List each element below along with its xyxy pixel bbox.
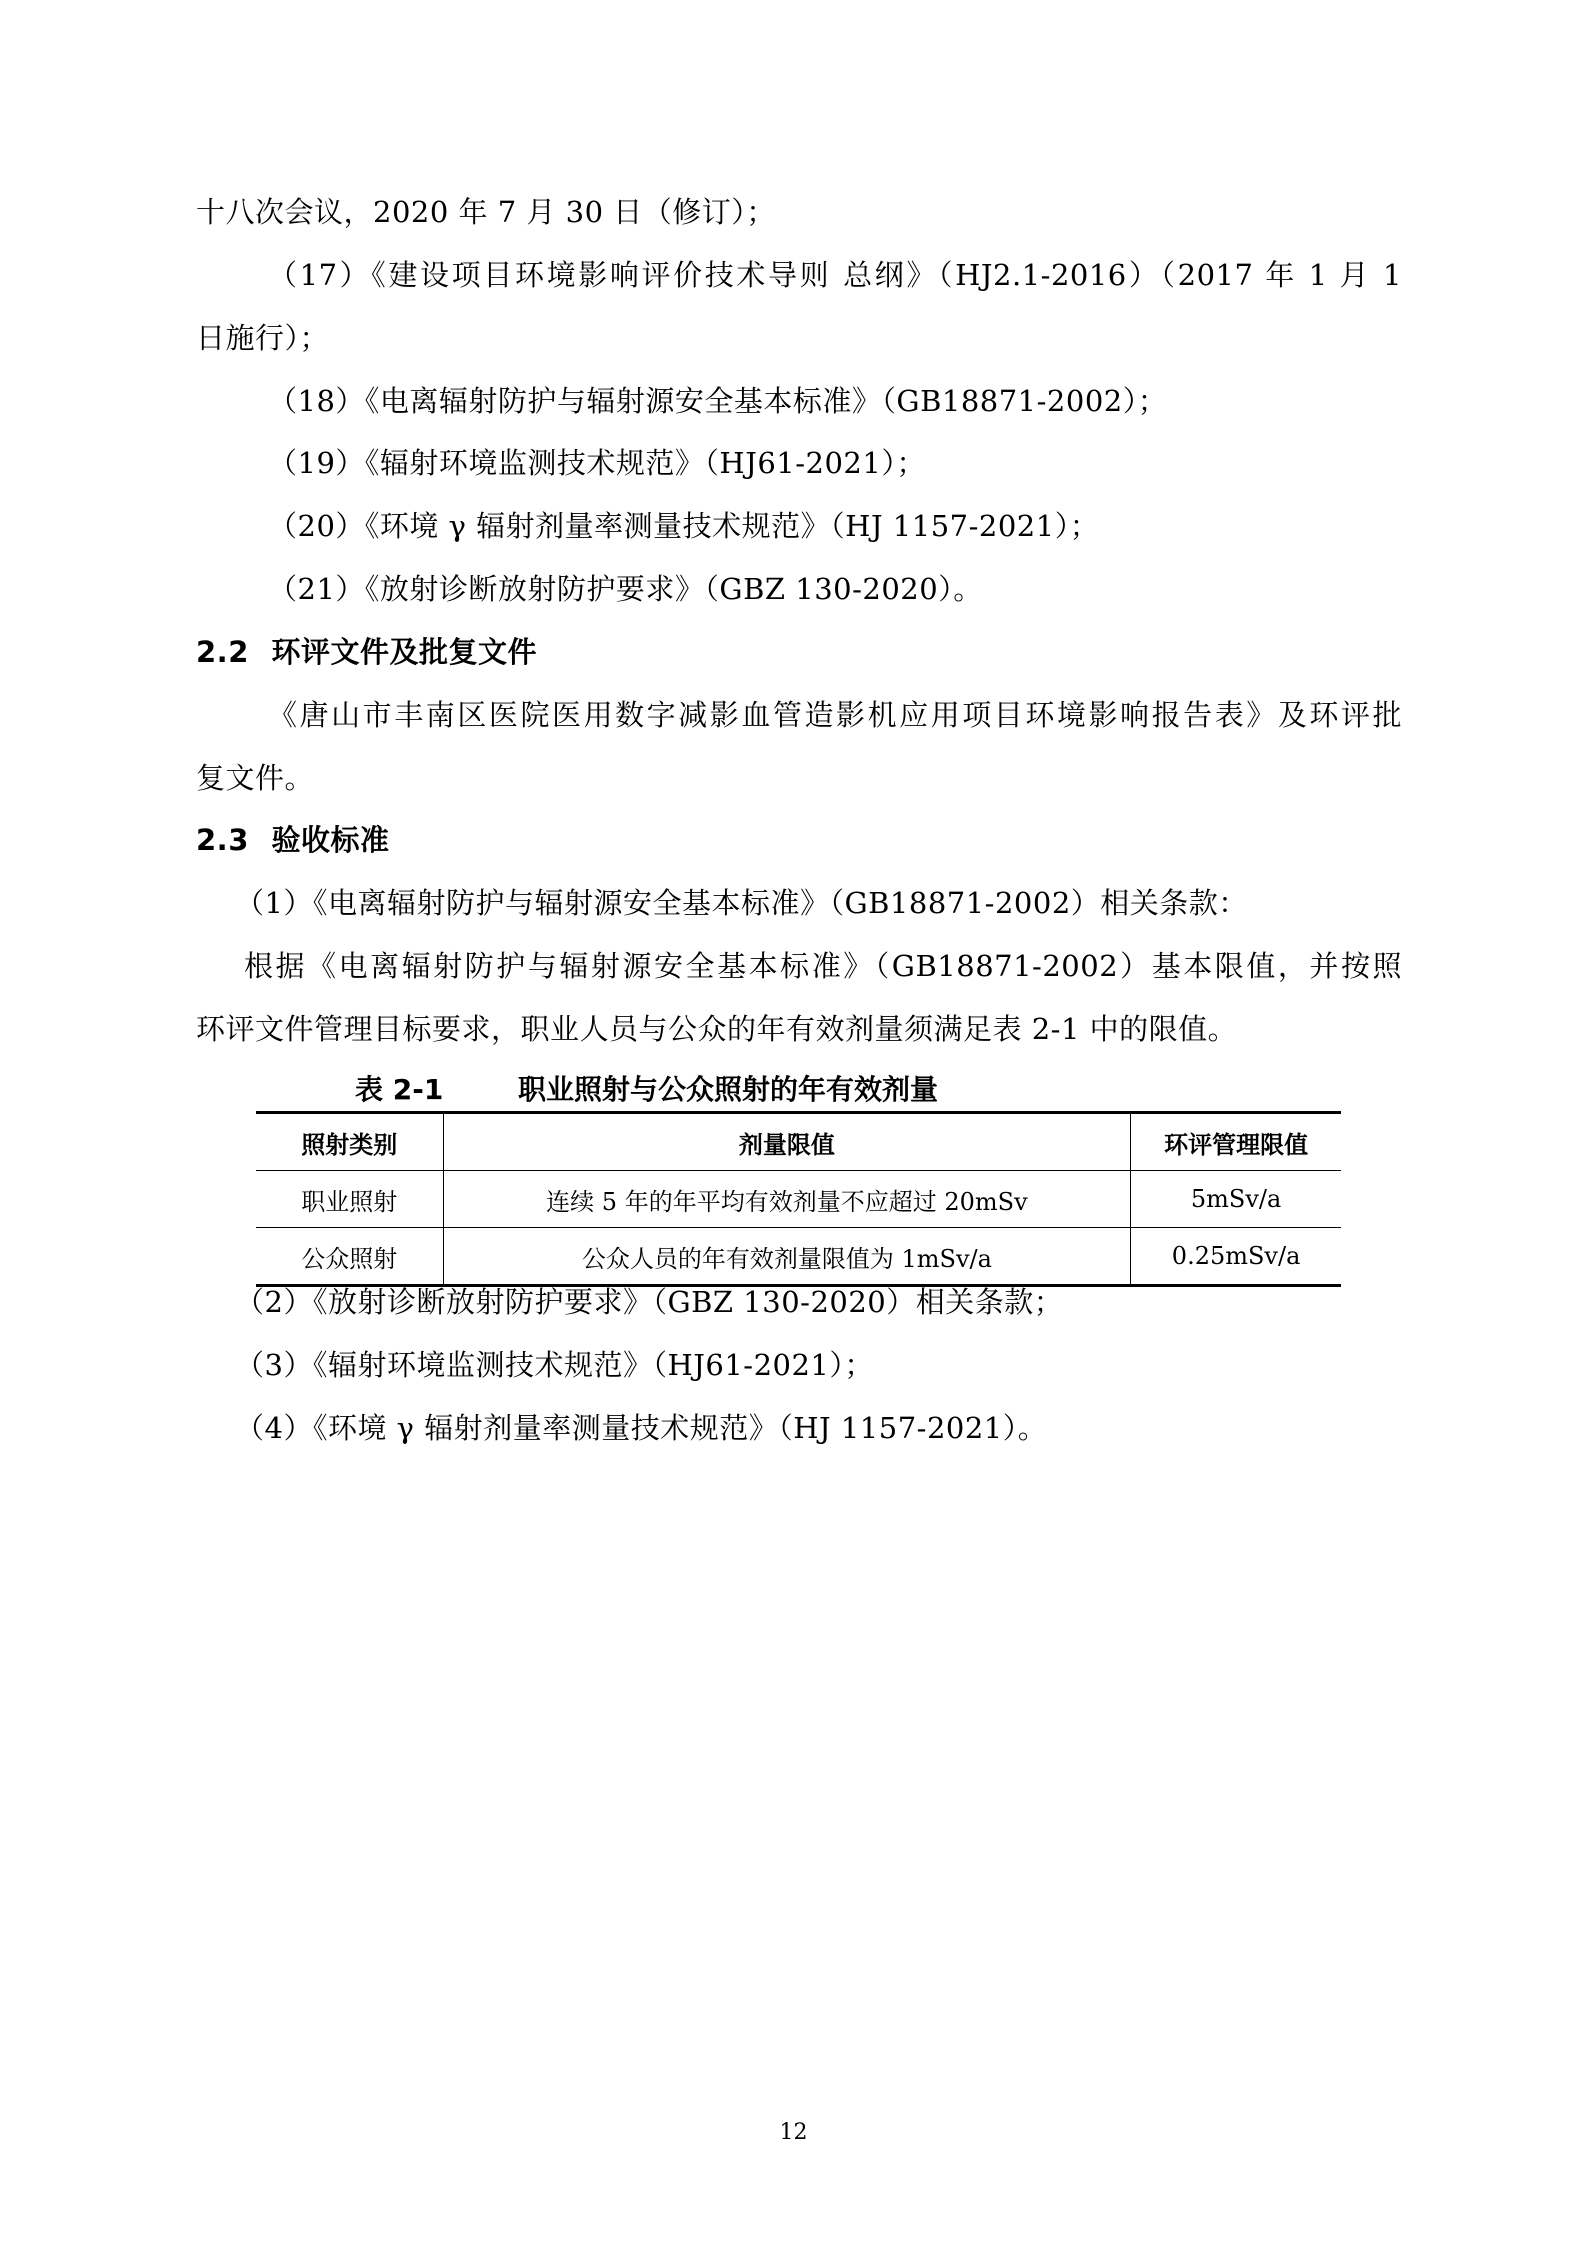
table-caption-number: 表 2-1 — [355, 1073, 444, 1106]
section-title: 验收标准 — [271, 823, 390, 857]
column-header: 照射类别 — [256, 1113, 443, 1171]
reference-item-18: （18）《电离辐射防护与辐射源安全基本标准》（GB18871-2002）； — [268, 384, 1168, 418]
criteria-item-3: （3）《辐射环境监测技术规范》（HJ61-2021）； — [235, 1348, 874, 1382]
paragraph-line: 环评文件管理目标要求，职业人员与公众的年有效剂量须满足表 2-1 中的限值。 — [196, 1012, 1238, 1046]
section-number: 2.2 — [196, 635, 249, 669]
criteria-item-2: （2）《放射诊断放射防护要求》（GBZ 130-2020）相关条款； — [235, 1285, 1064, 1319]
section-heading-2-3 — [196, 820, 390, 860]
paragraph-line: 《唐山市丰南区医院医用数字减影血管造影机应用项目环境影响报告表》及环评批 — [268, 698, 1402, 732]
table-cell: 职业照射 — [256, 1171, 443, 1228]
reference-item-17: （17）《建设项目环境影响评价技术导则 总纲》（HJ2.1-2016）（2017 年 1 月 1 — [268, 258, 1402, 292]
paragraph-line: 根据《电离辐射防护与辐射源安全基本标准》（GB18871-2002）基本限值，并按照 — [244, 949, 1402, 983]
section-title: 环评文件及批复文件 — [271, 635, 537, 669]
table-cell: 0.25mSv/a — [1131, 1228, 1341, 1286]
reference-item-21: （21）《放射诊断放射防护要求》（GBZ 130-2020）。 — [268, 572, 983, 606]
reference-item-20: （20）《环境 γ 辐射剂量率测量技术规范》（HJ 1157-2021）； — [268, 509, 1100, 543]
table-caption-title: 职业照射与公众照射的年有效剂量 — [518, 1073, 939, 1106]
reference-item-19: （19）《辐射环境监测技术规范》（HJ61-2021）； — [268, 446, 926, 480]
section-heading-2-2 — [196, 632, 537, 672]
table-header-row — [256, 1113, 1341, 1171]
table-cell: 公众人员的年有效剂量限值为 1mSv/a — [443, 1228, 1131, 1286]
body-line: 日施行）； — [196, 321, 330, 355]
criteria-item-4: （4）《环境 γ 辐射剂量率测量技术规范》（HJ 1157-2021）。 — [235, 1411, 1048, 1445]
column-header: 环评管理限值 — [1131, 1113, 1341, 1171]
column-header: 剂量限值 — [443, 1113, 1131, 1171]
table-cell: 5mSv/a — [1131, 1171, 1341, 1228]
criteria-item-1: （1）《电离辐射防护与辐射源安全基本标准》（GB18871-2002）相关条款： — [235, 886, 1248, 920]
section-number: 2.3 — [196, 823, 249, 857]
dose-limit-table — [256, 1111, 1341, 1287]
body-line: 十八次会议，2020 年 7 月 30 日（修订）； — [196, 195, 776, 229]
page-number: 12 — [779, 2120, 808, 2145]
table-row — [256, 1171, 1341, 1228]
paragraph-line: 复文件。 — [196, 761, 315, 795]
table-cell: 公众照射 — [256, 1228, 443, 1286]
table-row — [256, 1228, 1341, 1286]
table-cell: 连续 5 年的年平均有效剂量不应超过 20mSv — [443, 1171, 1131, 1228]
